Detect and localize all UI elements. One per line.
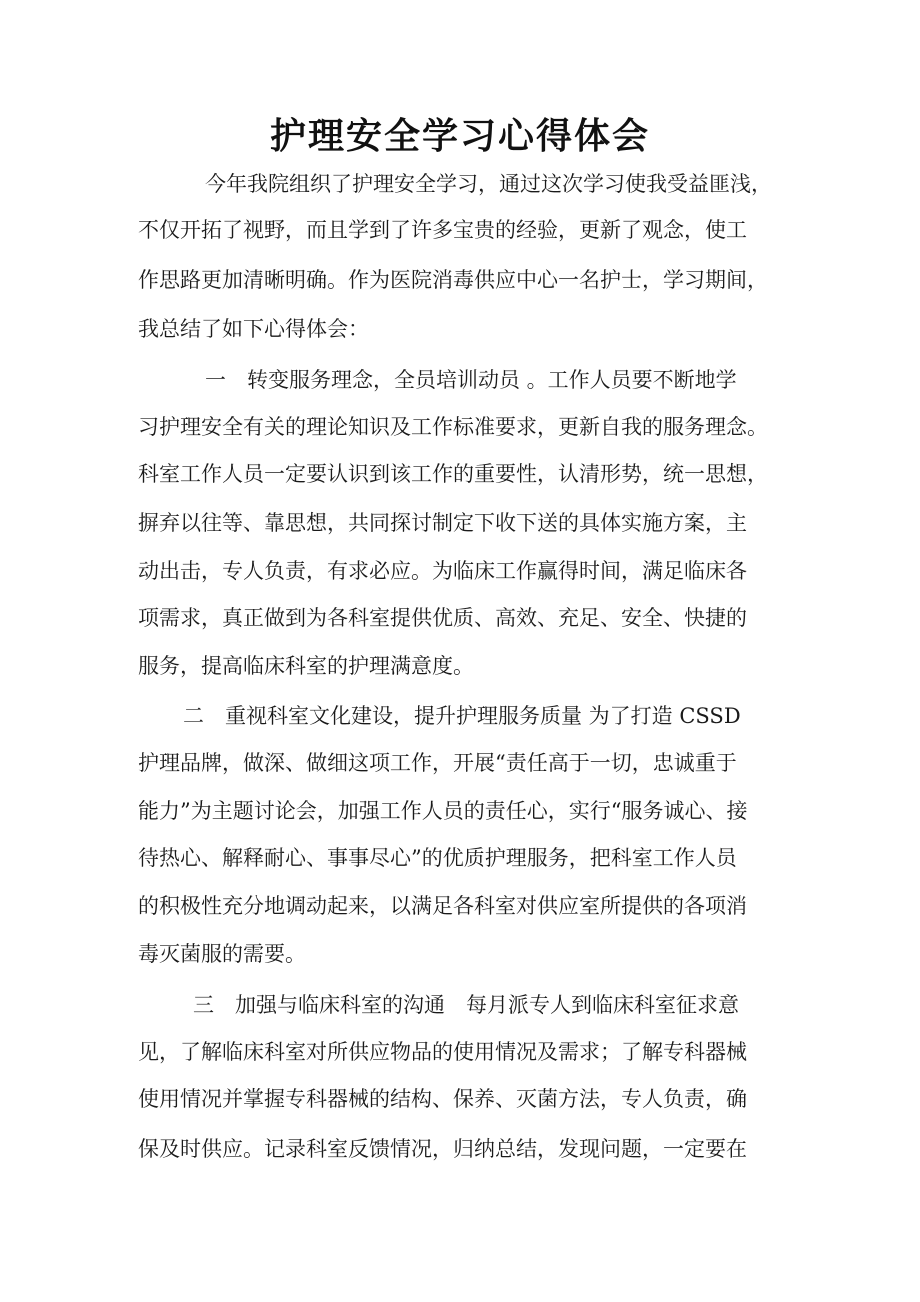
text-line: 不仅开拓了视野，而且学到了许多宝贵的经验，更新了观念，使工 [138, 218, 747, 242]
text-line: 服务，提高临床科室的护理满意度。 [138, 654, 474, 678]
text-line: 保及时供应。记录科室反馈情况，归纳总结，发现问题，一定要在 [138, 1137, 747, 1161]
text-line: 作思路更加清晰明确。作为医院消毒供应中心一名护士，学习期间， [138, 268, 768, 292]
text-line: 科室工作人员一定要认识到该工作的重要性，认清形势，统一思想， [138, 462, 768, 486]
text-line: 毒灭菌服的需要。 [138, 942, 306, 966]
document-title: 护理安全学习心得体会 [269, 115, 650, 157]
section-heading-line: 一 转变服务理念，全员培训动员 。工作人员要不断地学 [205, 368, 737, 392]
text-line: 项需求，真正做到为各科室提供优质、高效、充足、安全、快捷的 [138, 606, 747, 630]
text-line: 今年我院组织了护理安全学习，通过这次学习使我受益匪浅， [205, 172, 772, 196]
text-line: 待热心、解释耐心、事事尽心”的优质护理服务，把科室工作人员 [138, 846, 737, 870]
text-line: 的积极性充分地调动起来，以满足各科室对供应室所提供的各项消 [138, 894, 747, 918]
text-line: 我总结了如下心得体会： [138, 317, 369, 341]
text-line: 习护理安全有关的理论知识及工作标准要求，更新自我的服务理念。 [138, 415, 768, 439]
text-line: 能力”为主题讨论会，加强工作人员的责任心，实行“服务诚心、接 [138, 799, 748, 823]
section-heading-line: 二 重视科室文化建设，提升护理服务质量 为了打造 CSSD [183, 704, 741, 728]
text-line: 动出击，专人负责，有求必应。为临床工作赢得时间，满足临床各 [138, 559, 747, 583]
text-line: 使用情况并掌握专科器械的结构、保养、灭菌方法，专人负责，确 [138, 1087, 747, 1111]
section-heading-line: 三 加强与临床科室的沟通 每月派专人到临床科室征求意 [193, 993, 739, 1017]
text-line: 护理品牌，做深、做细这项工作，开展“责任高于一切，忠诚重于 [138, 751, 737, 775]
text-line: 见，了解临床科室对所供应物品的使用情况及需求；了解专科器械 [138, 1040, 747, 1064]
text-line: 摒弃以往等、靠思想，共同探讨制定下收下送的具体实施方案，主 [138, 511, 747, 535]
